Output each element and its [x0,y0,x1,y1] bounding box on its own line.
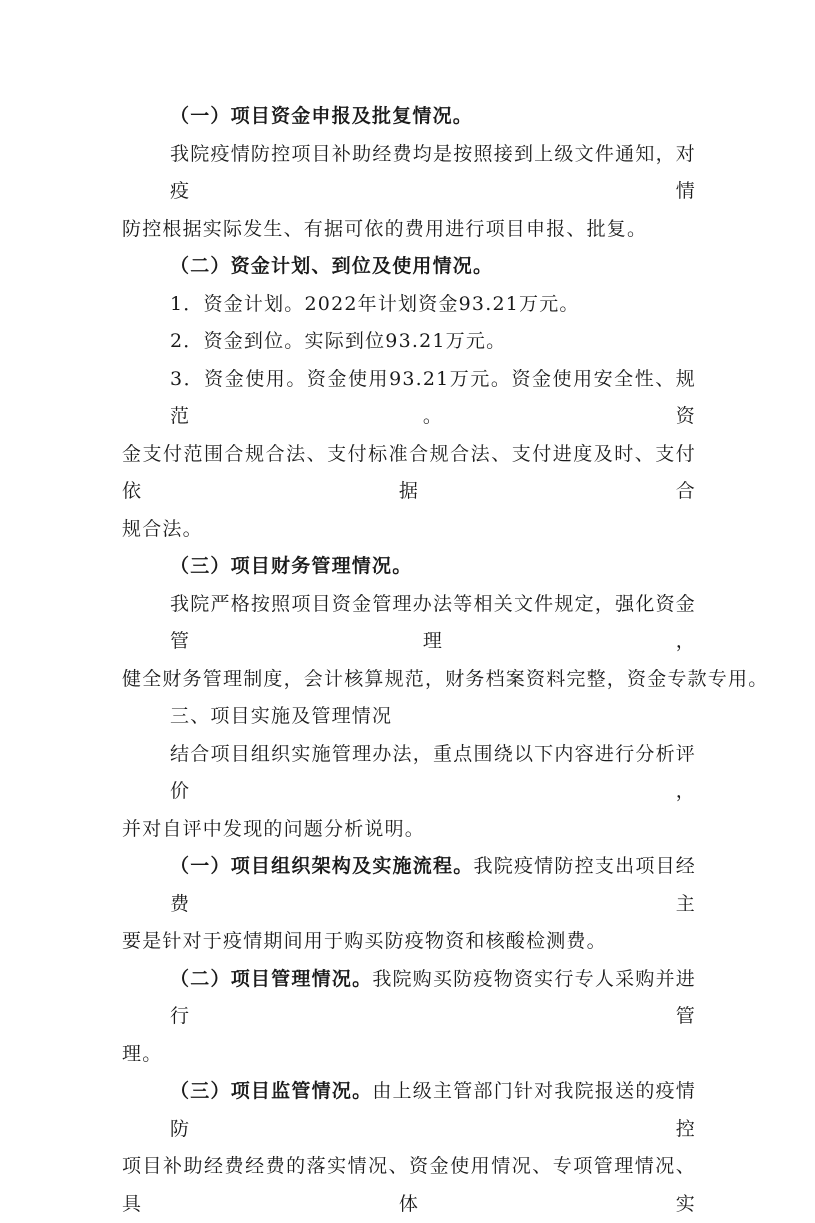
paragraph-text: 我院疫情防控支出项目经费主 [170,855,696,915]
paragraph-supervision [122,1073,696,1148]
paragraph-line: 并对自评中发现的问题分析说明。 [122,817,426,840]
paragraph-org-structure [122,848,696,923]
inline-heading-org-structure: （一）项目组织架构及实施流程。 [170,855,474,877]
list-item-fund-plan: 1．资金计划。2022年计划资金93.21万元。 [170,292,580,315]
document-body [122,98,769,1223]
section-heading-finance-management: （三）项目财务管理情况。 [170,555,413,577]
paragraph-line: 要是针对于疫情期间用于购买防疫物资和核酸检测费。 [122,930,607,952]
paragraph-line: 防控根据实际发生、有据可依的费用进行项目申报、批复。 [122,217,648,240]
paragraph-project-management [122,961,696,1036]
paragraph-line: 项目补助经费经费的落实情况、资金使用情况、专项管理情况、具体实 [122,1155,696,1215]
section-heading-fund-plan: （二）资金计划、到位及使用情况。 [170,255,494,277]
inline-heading-supervision: （三）项目监管情况。 [170,1080,373,1102]
section-heading-fund-application: （一）项目资金申报及批复情况。 [170,105,474,127]
list-item-fund-use: 3．资金使用。资金使用93.21万元。资金使用安全性、规范。资 [170,367,696,427]
paragraph-text: 我院购买防疫物资实行专人采购并进行管 [170,967,696,1027]
list-item-fund-arrival: 2．资金到位。实际到位93.21万元。 [170,330,507,352]
paragraph-line: 结合项目组织实施管理办法，重点围绕以下内容进行分析评价， [170,742,696,802]
paragraph-line: 规合法。 [122,517,203,540]
paragraph-line: 我院严格按照项目资金管理办法等相关文件规定，强化资金管理， [170,592,696,652]
paragraph-line: 金支付范围合规合法、支付标准合规合法、支付进度及时、支付依据合 [122,442,696,502]
chapter-heading-implementation: 三、项目实施及管理情况 [170,705,393,727]
paragraph-line: 我院疫情防控项目补助经费均是按照接到上级文件通知，对疫情 [170,142,696,202]
inline-heading-project-management: （二）项目管理情况。 [170,967,373,990]
paragraph-line: 理。 [122,1042,163,1065]
paragraph-text: 由上级主管部门针对我院报送的疫情防控 [170,1080,696,1140]
paragraph-line: 健全财务管理制度，会计核算规范，财务档案资料完整，资金专款专用。 [122,667,769,690]
